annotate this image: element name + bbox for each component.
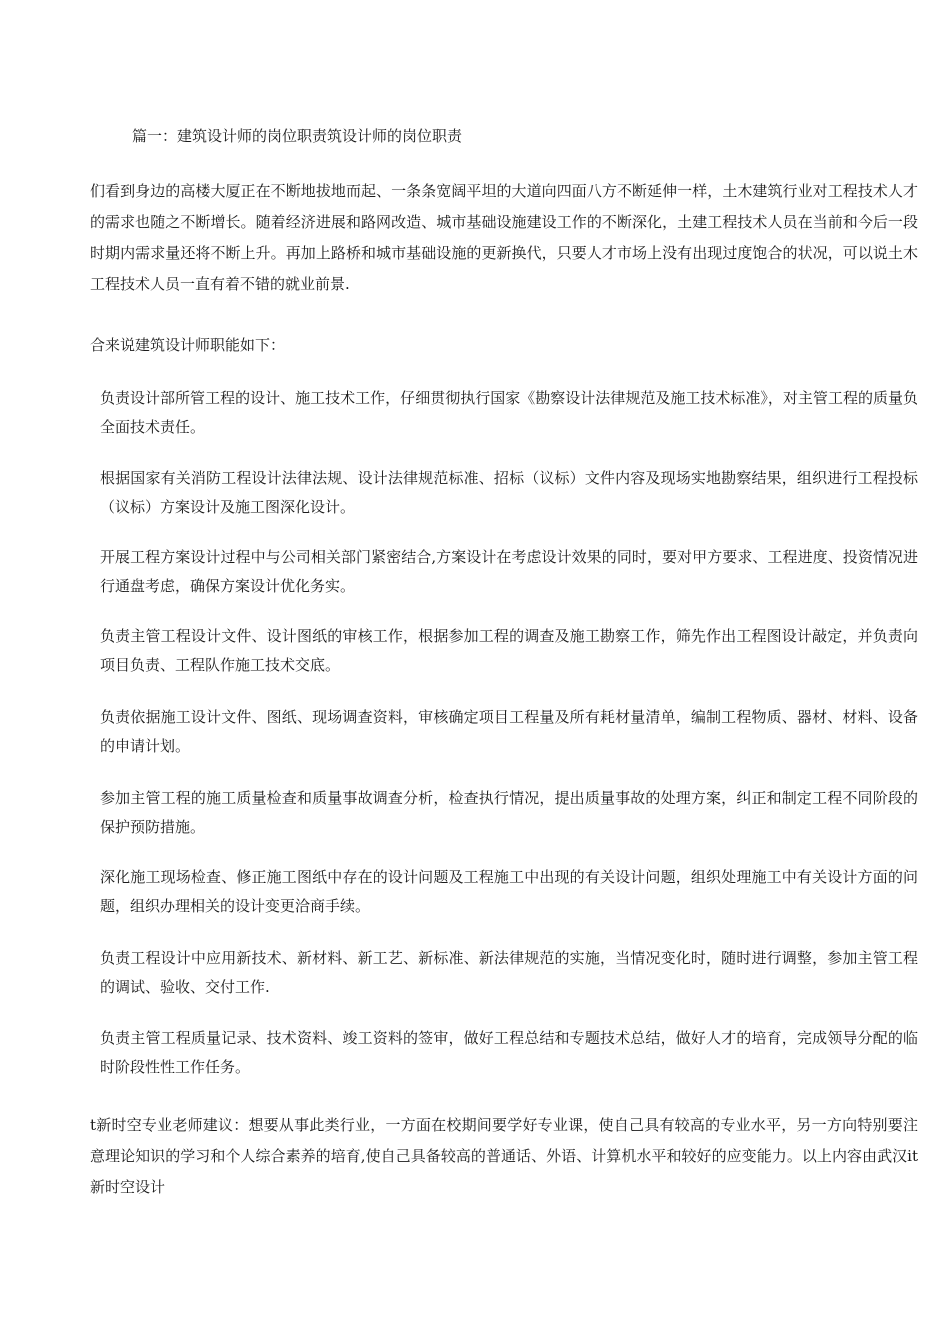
duty-paragraph-5: 负责依据施工设计文件、图纸、现场调查资料，审核确定项目工程量及所有耗材量清单，编制工程物质、器材、材料、设备的申请计划。 bbox=[100, 708, 918, 755]
document-title: 篇一：建筑设计师的岗位职责筑设计师的岗位职责 bbox=[132, 127, 463, 145]
duty-paragraph-8: 负责工程设计中应用新技术、新材料、新工艺、新标准、新法律规范的实施，当情况变化时，随时进行调整，参加主管工程的调试、验收、交付工作. bbox=[100, 949, 918, 996]
duty-paragraph-1: 负责设计部所管工程的设计、施工技术工作，仔细贯彻执行国家《勘察设计法律规范及施工技术标准》，对主管工程的质量负全面技术责任。 bbox=[100, 389, 918, 436]
duty-paragraph-9: 负责主管工程质量记录、技术资料、竣工资料的签审，做好工程总结和专题技术总结，做好人才的培育，完成领导分配的临时阶段性性工作任务。 bbox=[100, 1029, 918, 1076]
summary-heading: 合来说建筑设计师职能如下： bbox=[90, 336, 286, 354]
intro-paragraph: 们看到身边的高楼大厦正在不断地拔地而起、一条条宽阔平坦的大道向四面八方不断延伸一样，土木建筑行业对工程技术人才的需求也随之不断增长。随着经济进展和路网改造、城市基础设施建设工作的不断深化，土建工程技术人员在当前和今后一段时期内需求量还将不断上升。再加上路桥和城市基础设施的更新换代，只要人才市场上没有出现过度饱合的状况，可以说土木工程技术人员一直有着不错的就业前景. bbox=[90, 182, 918, 293]
duty-paragraph-4: 负责主管工程设计文件、设计图纸的审核工作，根据参加工程的调查及施工勘察工作，筛先作出工程图设计敲定，并负责向项目负责、工程队作施工技术交底。 bbox=[100, 627, 918, 674]
duty-paragraph-2: 根据国家有关消防工程设计法律法规、设计法律规范标准、招标（议标）文件内容及现场实地勘察结果，组织进行工程投标（议标）方案设计及施工图深化设计。 bbox=[100, 469, 918, 516]
duty-paragraph-6: 参加主管工程的施工质量检查和质量事故调查分析，检查执行情况，提出质量事故的处理方案，纠正和制定工程不同阶段的保护预防措施。 bbox=[100, 789, 918, 836]
duty-paragraph-3: 开展工程方案设计过程中与公司相关部门紧密结合,方案设计在考虑设计效果的同时，要对甲方要求、工程进度、投资情况进行通盘考虑，确保方案设计优化务实。 bbox=[100, 548, 918, 595]
duty-paragraph-7: 深化施工现场检查、修正施工图纸中存在的设计问题及工程施工中出现的有关设计问题，组织处理施工中有关设计方面的问题，组织办理相关的设计变更洽商手续。 bbox=[100, 868, 918, 915]
advice-paragraph: t新时空专业老师建议：想要从事此类行业，一方面在校期间要学好专业课，使自己具有较高的专业水平，另一方向特别要注意理论知识的学习和个人综合素养的培育,使自己具备较高的普通话、外语、计算机水平和较好的应变能力。以上内容由武汉it新时空设计 bbox=[90, 1116, 918, 1196]
